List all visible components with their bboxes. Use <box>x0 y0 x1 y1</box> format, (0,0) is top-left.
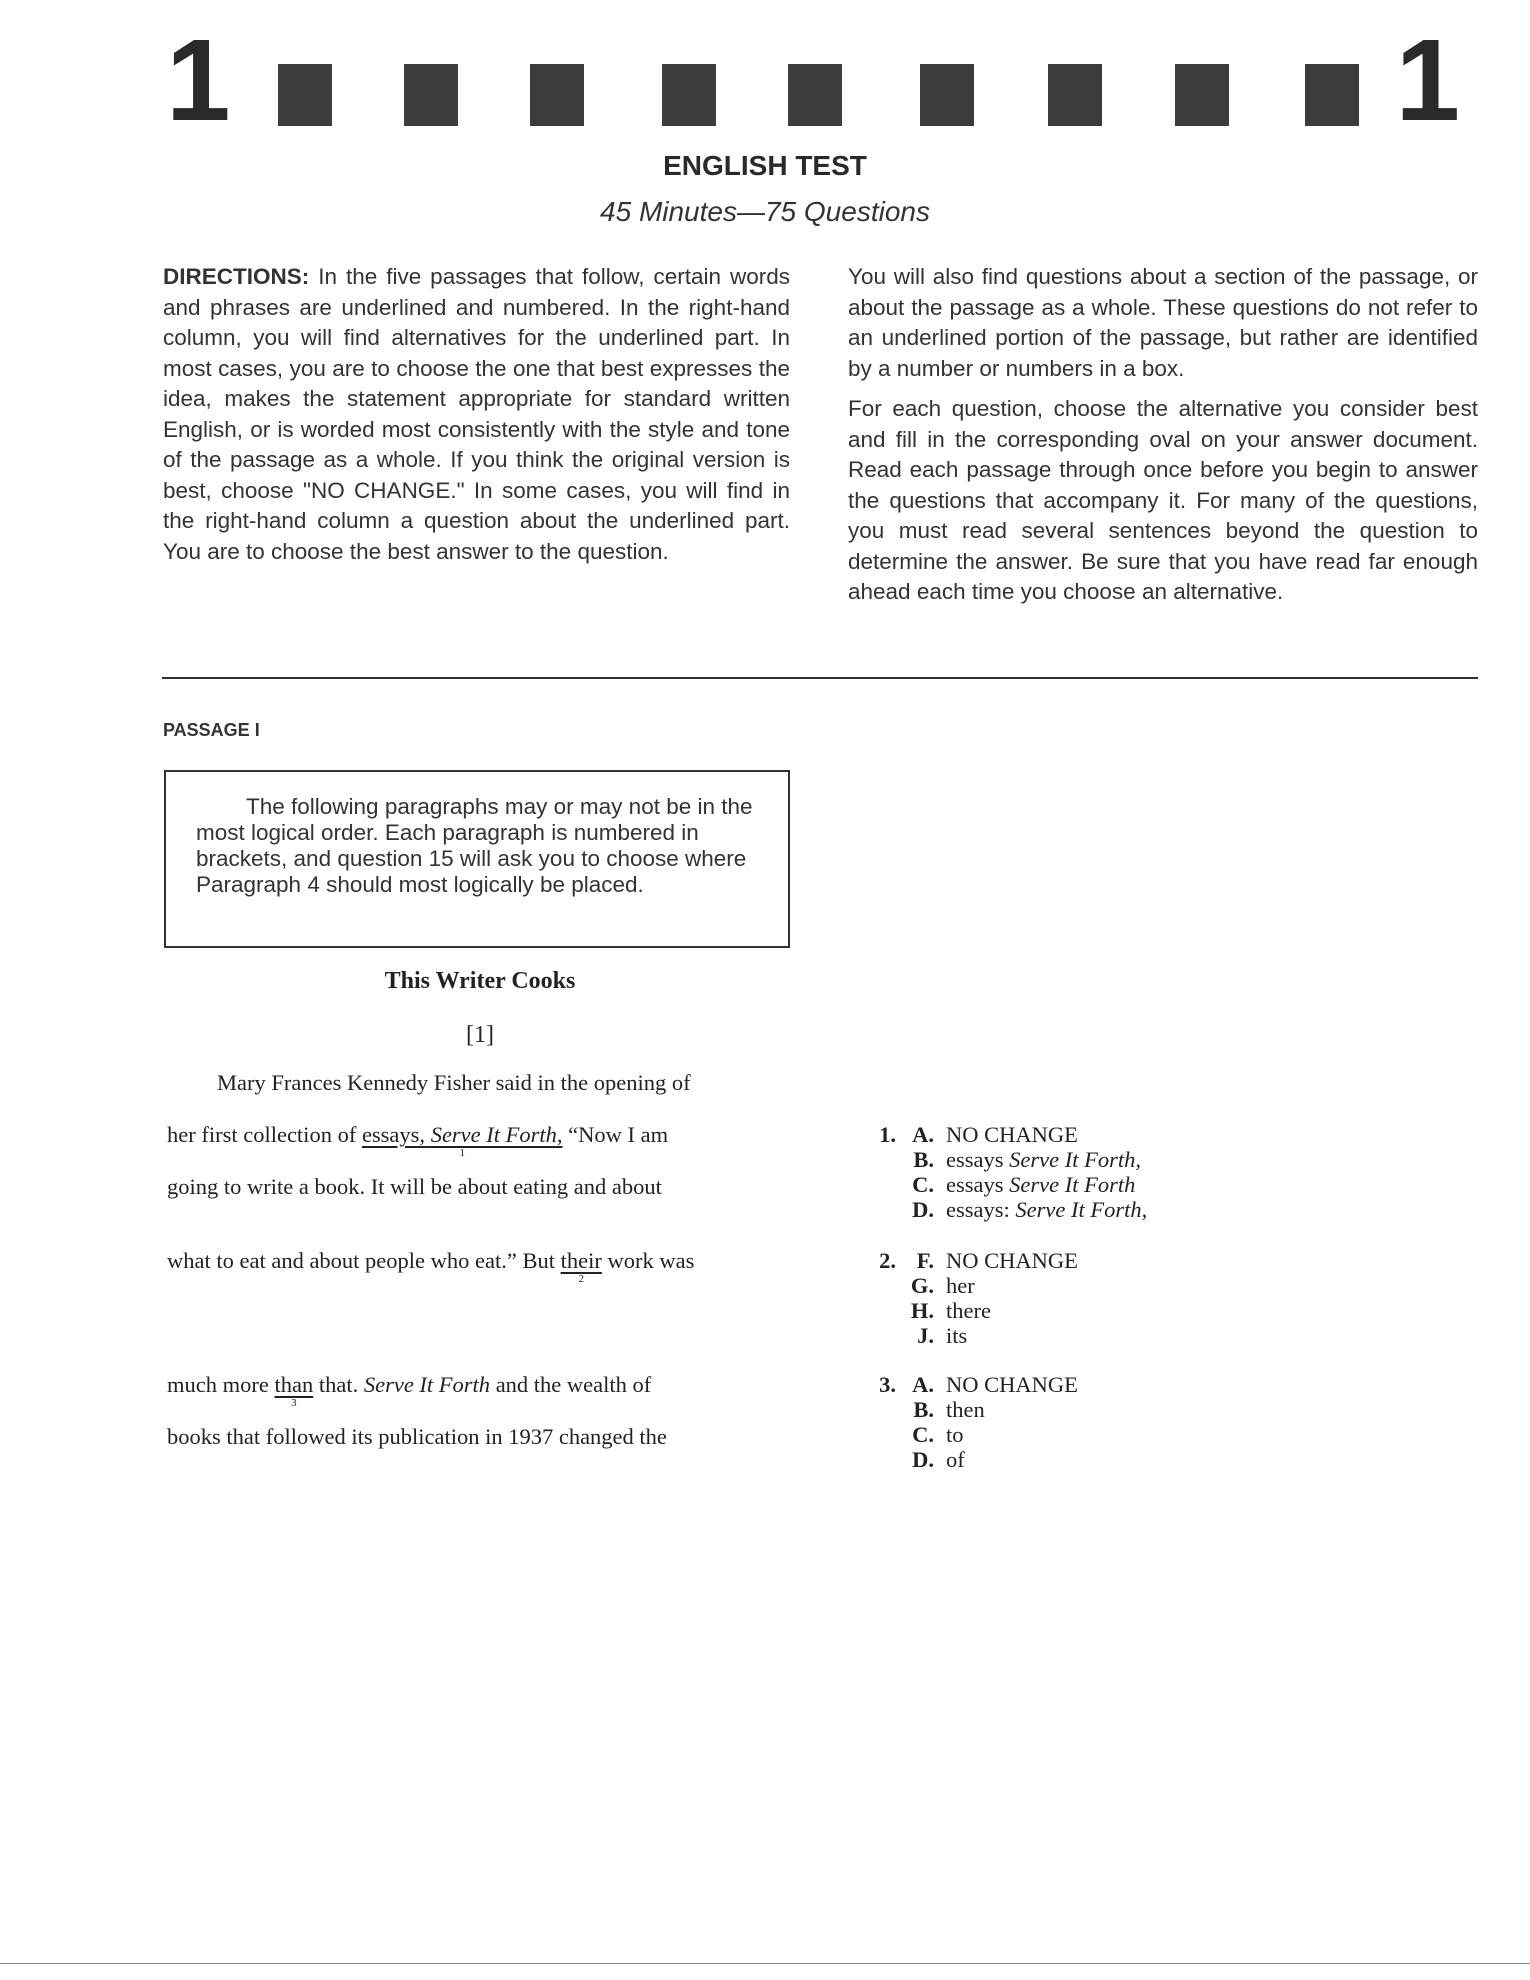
passage-text: work was <box>601 1248 695 1273</box>
page-bottom-edge <box>0 1963 1530 1964</box>
directions-paragraph <box>163 262 790 567</box>
option-text <box>946 1372 1078 1397</box>
header-block <box>788 64 842 126</box>
answer-option[interactable] <box>862 1172 1147 1197</box>
passage-text: books that followed its publication in 1937 changed the <box>167 1424 667 1449</box>
option-text <box>946 1397 985 1422</box>
underlined-text: than <box>274 1372 314 1397</box>
option-letter: A. <box>912 1122 934 1147</box>
option-plain: NO CHANGE <box>946 1122 1078 1147</box>
option-text <box>946 1273 975 1298</box>
underlined-portion-2[interactable] <box>560 1248 602 1285</box>
answer-option[interactable] <box>862 1447 1078 1472</box>
option-plain: her <box>946 1273 975 1298</box>
passage-title: This Writer Cooks <box>384 968 576 994</box>
option-letter: D. <box>912 1447 934 1472</box>
answer-option[interactable] <box>862 1372 1078 1397</box>
option-plain: of <box>946 1447 965 1472</box>
answer-option[interactable] <box>862 1422 1078 1447</box>
option-text <box>946 1122 1078 1147</box>
option-letter: B. <box>913 1397 934 1422</box>
header-block <box>530 64 584 126</box>
directions-label: DIRECTIONS: <box>163 264 310 289</box>
option-letter: F. <box>916 1248 934 1273</box>
option-letter: J. <box>917 1323 934 1348</box>
option-text <box>946 1172 1135 1197</box>
option-text <box>946 1447 965 1472</box>
header-block <box>1175 64 1229 126</box>
header-block <box>662 64 716 126</box>
question-number: 3. <box>879 1372 896 1397</box>
passage-line <box>167 1248 695 1285</box>
option-letter: C. <box>912 1172 934 1197</box>
section-number-right: 1 <box>1395 15 1460 145</box>
header-block <box>404 64 458 126</box>
passage-line <box>167 1372 652 1409</box>
passage-label: PASSAGE I <box>163 720 260 740</box>
underlined-text: their <box>560 1248 602 1273</box>
passage-note-box <box>164 770 790 948</box>
section-header <box>160 15 1460 145</box>
option-letter: G. <box>910 1273 934 1298</box>
option-italic: Serve It Forth, <box>1009 1147 1141 1172</box>
option-plain: NO CHANGE <box>946 1248 1078 1273</box>
option-plain: essays <box>946 1147 1010 1172</box>
question-marker: 1 <box>459 1147 465 1159</box>
option-text <box>946 1197 1147 1222</box>
underlined-portion-1[interactable] <box>361 1122 563 1159</box>
option-letter: B. <box>913 1147 934 1172</box>
directions-left-column <box>163 262 790 577</box>
option-letter: H. <box>910 1298 934 1323</box>
paragraph-number: [1] <box>466 1022 494 1048</box>
answer-option[interactable] <box>862 1147 1147 1172</box>
passage-text: going to write a book. It will be about eating and about <box>167 1174 662 1199</box>
passage-text: what to eat and about people who eat.” But <box>167 1248 561 1273</box>
directions-paragraph: You will also find questions about a section of the passage, or about the passage as a whole. These questions do not refer to an underlined portion of the passage, but rather are identified by a number or numbers in a box. <box>848 264 1478 381</box>
option-text <box>946 1422 964 1447</box>
option-text <box>946 1298 991 1323</box>
option-plain: to <box>946 1422 964 1447</box>
option-plain: NO CHANGE <box>946 1372 1078 1397</box>
answer-option[interactable] <box>862 1273 1078 1298</box>
answer-option[interactable] <box>862 1397 1078 1422</box>
option-plain: there <box>946 1298 991 1323</box>
answer-option[interactable] <box>862 1248 1078 1273</box>
passage-text: that. <box>313 1372 364 1397</box>
passage-text: Mary Frances Kennedy Fisher said in the opening of <box>217 1070 691 1095</box>
underlined-italic-text: Serve It Forth, <box>430 1122 563 1147</box>
passage-italic-text: Serve It Forth <box>363 1372 491 1397</box>
test-subtitle: 45 Minutes—75 Questions <box>600 196 930 227</box>
header-block <box>920 64 974 126</box>
passage-text: her first collection of <box>167 1122 362 1147</box>
passage-line <box>167 1070 691 1096</box>
directions-text: In the five passages that follow, certain words and phrases are underlined and numbered. In the right-hand column, you will find alternatives for the underlined part. In most cases, you are to choose the one that best expresses the idea, makes the statement appropriate for standard written English, or is worded most consistently with the style and tone of the passage as a whole. If you think the original version is best, choose "NO CHANGE." In some cases, you will find in the right-hand column a question about the underlined part. You are to choose the best answer to the question. <box>163 264 790 564</box>
option-text <box>946 1248 1078 1273</box>
option-italic: Serve It Forth <box>1009 1172 1136 1197</box>
question-2-choices <box>862 1248 1078 1348</box>
passage-note: The following paragraphs may or may not be in the most logical order. Each paragraph is numbered in brackets, and question 15 will ask you to choose where Paragraph 4 should most logically be placed. <box>196 794 753 897</box>
option-text <box>946 1147 1141 1172</box>
question-3-choices <box>862 1372 1078 1472</box>
option-text <box>946 1323 967 1348</box>
directions-right-column <box>848 262 1478 618</box>
passage-text: much more <box>167 1372 275 1397</box>
section-divider <box>162 677 1478 679</box>
section-number-left: 1 <box>166 15 231 145</box>
answer-option[interactable] <box>862 1323 1078 1348</box>
answer-option[interactable] <box>862 1197 1147 1222</box>
header-blocks <box>270 64 1370 134</box>
passage-line <box>167 1174 662 1200</box>
option-letter: C. <box>912 1422 934 1447</box>
underlined-text: essays, <box>361 1122 431 1147</box>
question-number: 2. <box>879 1248 896 1273</box>
option-plain: its <box>946 1323 968 1348</box>
question-number: 1. <box>879 1122 896 1147</box>
passage-line <box>167 1122 669 1159</box>
passage-text: and the wealth of <box>490 1372 652 1397</box>
question-marker: 2 <box>578 1273 584 1285</box>
option-letter: D. <box>912 1197 934 1222</box>
passage-line <box>167 1424 667 1450</box>
answer-option[interactable] <box>862 1298 1078 1323</box>
option-italic: Serve It Forth, <box>1015 1197 1148 1222</box>
option-plain: essays <box>946 1172 1010 1197</box>
option-plain: then <box>946 1397 985 1422</box>
question-1-choices <box>862 1122 1147 1222</box>
underlined-portion-3[interactable] <box>274 1372 314 1409</box>
test-title: ENGLISH TEST <box>663 150 867 181</box>
header-block <box>1048 64 1102 126</box>
passage-text: “Now I am <box>562 1122 669 1147</box>
option-plain: essays: <box>946 1197 1016 1222</box>
option-letter: A. <box>912 1372 934 1397</box>
header-block <box>278 64 332 126</box>
question-marker: 3 <box>291 1397 297 1409</box>
directions-paragraph: For each question, choose the alternative you consider best and fill in the corresponding oval on your answer document. Read each passage through once before you begin to answer the questions that accompany it. For many of the questions, you must read several sentences beyond the question to determine the answer. Be sure that you have read far enough ahead each time you choose an alternative. <box>848 396 1478 604</box>
answer-option[interactable] <box>862 1122 1147 1147</box>
header-block <box>1305 64 1359 126</box>
